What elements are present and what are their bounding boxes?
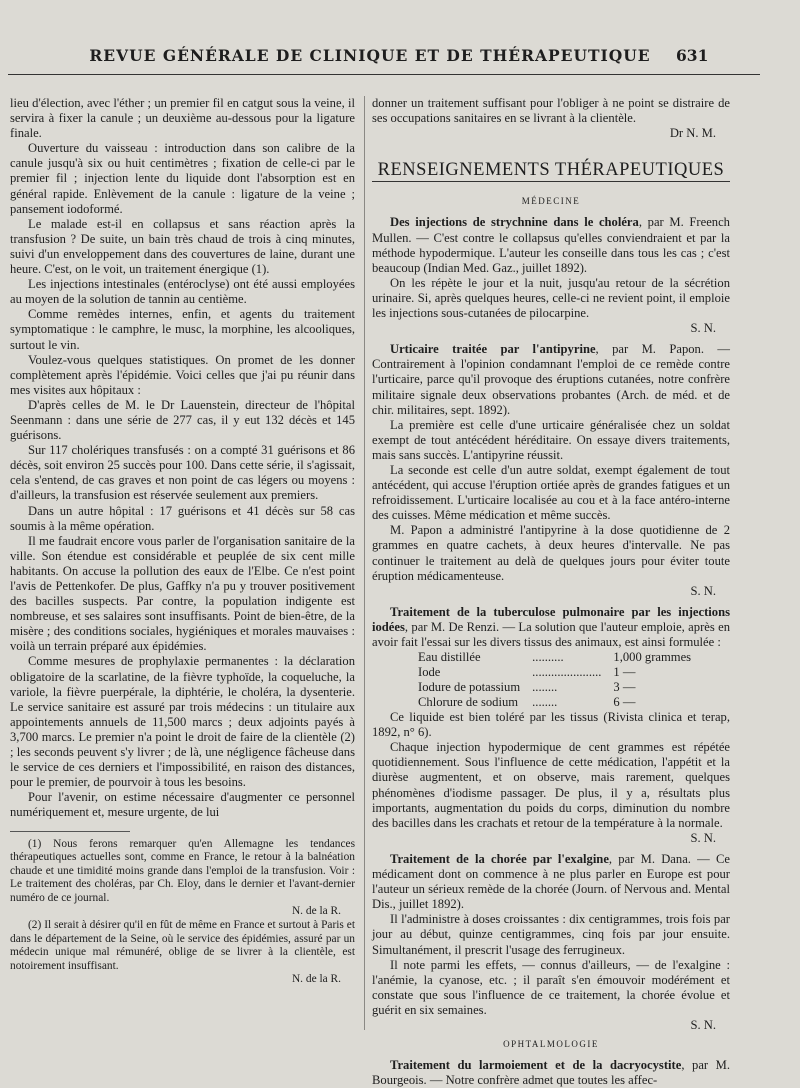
article-title: Traitement de la tuberculose pulmonaire par les injections iodées	[372, 604, 730, 634]
formula-row	[412, 665, 697, 680]
paragraph: Le malade est-il en collapsus et sans réaction après la transfusion ? De suite, un bain très chaud de trois à cinq minutes, suivi d'un enveloppement dans des couvertures de laine, durant une heure. C'est, on le voit, un traitement énergique (1).	[10, 216, 355, 277]
subsection-heading: MÉDECINE	[521, 196, 581, 207]
paragraph: On les répète le jour et la nuit, jusqu'au retour de la sécrétion urinaire. Si, après quelques heures, celle-ci ne revient point, il emploie les injections sous-cutanées de pilocarpine.	[372, 275, 730, 321]
formula-dots: ..........	[532, 650, 564, 665]
footnote: (1) Nous ferons remarquer qu'en Allemagne les tendances thérapeutiques actuelles sont, comme en France, le retour à la balnéation chaude et une timidité moins grande dans l'emploi de la transfusion. Voir : Le traitement des choléras, par Ch. Eloy, dans le dernier et l'avant-dernier numéro de ce journal.	[10, 837, 355, 904]
paragraph: lieu d'élection, avec l'éther ; un premier fil en catgut sous la veine, il servira à fixer la canule ; un deuxième au-dessous pour la ligature finale.	[10, 96, 355, 141]
formula-dots: ........	[532, 695, 558, 710]
article-text: , par M. Bourgeois. — Notre confrère admet que toutes les affec-	[372, 1058, 730, 1088]
section-title: RENSEIGNEMENTS THÉRAPEUTIQUES	[372, 163, 730, 182]
article-title: Traitement du larmoiement et de la dacryocystite	[390, 1058, 682, 1073]
left-column	[10, 96, 355, 987]
paragraph: Ouverture du vaisseau : introduction dans son calibre de la canule jusqu'à six ou huit centimètres ; fixation de celle-ci par le premier fil ; injection lente du liquide dont l'absorption est en général rapide. Enlèvement de la canule : ligature de la veine ; pansement iodoformé.	[10, 141, 355, 216]
signature: S. N.	[690, 1017, 716, 1032]
paragraph: La première est celle d'une urticaire généralisée chez un soldat exempt de tout antécédent héréditaire. On essaye divers traitements, mais sans succès. L'antipyrine réussit.	[372, 417, 730, 462]
page-number: 631	[676, 46, 709, 65]
paragraph: Pour l'avenir, on estime nécessaire d'augmenter ce personnel numériquement et, mesure urgente, de lui	[10, 790, 355, 820]
paragraph: La seconde est celle d'un autre soldat, exempt également de tout antécédent, qui accuse l'éruption ortiée après de grandes fatigues et un refroidissement. L'urticaire localisée au cou et à la face antéro-interne des cuisses. Même médication et même succès.	[372, 462, 730, 523]
article	[372, 852, 730, 1033]
paragraph: Il l'administre à doses croissantes : dix centigrammes, trois fois par jour au début, quinze centigrammes, cinq fois par jour ensuite. Simultanément, il prescrit l'usage des ferrugineux.	[372, 912, 730, 957]
paragraph: Voulez-vous quelques statistiques. On promet de les donner complètement après l'épidémie. Voici celles que j'ai pu réunir dans mes visites aux hôpitaux :	[10, 352, 355, 397]
article	[372, 342, 730, 599]
paragraph: donner un traitement suffisant pour l'obliger à ne point se distraire de ses occupations sanitaires en se livrant à la clientèle.	[372, 96, 730, 126]
subsection-heading: OPHTALMOLOGIE	[503, 1039, 599, 1050]
article-text: , par M. Dana. — Ce médicament dont on commence à ne plus parler en Europe est pour l'auteur un sérieux remède de la chorée (Journ. of Nervous and. Mental Dis., juillet 1892).	[372, 851, 730, 912]
formula-quantity: 1,000 grammes	[613, 650, 692, 665]
article-text: , par M. Freench Mullen. — C'est contre le collapsus qu'elles conviendraient et par la méthode hypodermique. L'auteur les conseille dans tous les cas ; c'est beaucoup (Indian Med. Gaz., juillet 1892).	[372, 215, 730, 275]
formula-dots: ........	[532, 680, 558, 695]
formula-ingredient: Iode	[418, 665, 441, 680]
article-text: , par M. De Renzi. — La solution que l'auteur emploie, après en avoir fait l'essai sur les divers tissus des animaux, est ainsi formulée :	[372, 619, 730, 649]
paragraph: D'après celles de M. le Dr Lauenstein, directeur de l'hôpital Seenmann : dans une série de 277 cas, il y eut 132 décès et 145 guérisons.	[10, 397, 355, 443]
formula-ingredient: Iodure de potassium	[418, 680, 521, 695]
formula-ingredient: Eau distillée	[418, 650, 481, 665]
signature: S. N.	[690, 830, 716, 845]
formula-quantity: 1 —	[613, 665, 636, 680]
footnote-rule	[10, 831, 130, 832]
footnote: (2) Il serait à désirer qu'il en fût de même en France et surtout à Paris et dans le département de la Seine, où le service des épidémies, assuré par un médecin unique mal rémunéré, oblige de se livrer à la clientèle, est notoirement insuffisant.	[10, 919, 355, 972]
column-divider	[364, 96, 365, 1030]
footnote-signature: N. de la R.	[291, 905, 341, 918]
article	[372, 1058, 730, 1088]
paragraph: Ce liquide est bien toléré par les tissus (Rivista clinica et terap, 1892, n° 6).	[372, 710, 730, 740]
formula-dots: ......................	[532, 665, 602, 680]
formula-ingredient: Chlorure de sodium	[418, 695, 519, 710]
paragraph: Comme remèdes internes, enfin, et agents du traitement symptomatique : le camphre, le musc, la morphine, les alcooliques, surtout le vin.	[10, 307, 355, 352]
formula-row	[412, 650, 697, 665]
article-text: , par M. Papon. — Contrairement à l'opinion condamnant l'emploi de ce remède contre l'urticaire, parce qu'il provoque des éruptions cutanées, notre confrère militaire signale deux observations probantes (Arch. de méd. et de chir. militaires, sept. 1892).	[372, 342, 730, 417]
running-title: REVUE GÉNÉRALE DE CLINIQUE ET DE THÉRAPEUTIQUE	[89, 46, 651, 65]
paragraph: Dans un autre hôpital : 17 guérisons et 41 décès sur 58 cas soumis à la même opération.	[10, 503, 355, 533]
signature: Dr N. M.	[669, 126, 716, 141]
paragraph: Comme mesures de prophylaxie permanentes : la déclaration obligatoire de la scarlatine, de la fièvre typhoïde, la coqueluche, la variole, la fièvre puerpérale, la diphtérie, le choléra, la dysenterie. Le service sanitaire est assuré par trois médecins : un titulaire aux appointements annuels de 11,500 marcs ; deux adjoints payés à 3,700 marcs. Le premier n'a point le droit de faire de la clientèle (2) ; les seconds peuvent s'y livrer ; de là, une négligence fâcheuse dans le service de ces derniers et l'impossibilité, en raison des distances, pour le premier, de pourvoir à tous les besoins.	[10, 654, 355, 790]
article-title: Urticaire traitée par l'antipyrine	[390, 342, 596, 357]
article	[372, 215, 730, 336]
paragraph: Il me faudrait encore vous parler de l'organisation sanitaire de la ville. Son étendue est considérable et peuplée de six cent mille habitants. On accuse la pollution des eaux de l'Elbe. Ce n'est point l'avis de Pettenkofer. De plus, Gaffky n'a pu y trouver positivement des bacilles suspects. Par contre, la population indigente est nombreuse, et ses salaires sont insuffisants. Point de bien-être, de la misère ; des conditions sociales, hygiéniques et morales mauvaises : voilà un terrain préparé aux épidémies.	[10, 533, 355, 654]
article-title: Des injections de strychnine dans le choléra	[390, 215, 639, 230]
formula-table	[412, 650, 697, 710]
paragraph: Il note parmi les effets, — connus d'ailleurs, — de l'exalgine : l'anémie, la cyanose, etc. ; il paraît s'en émouvoir modérément et constate que sous l'influence de ce traitement, la chorée évolue et guérit en six semaines.	[372, 957, 730, 1017]
paragraph: Sur 117 cholériques transfusés : on a compté 31 guérisons et 86 décès, soit environ 25 succès pour 100. Dans cette série, il s'agissait, cela s'entend, de cas graves et non point de cas légers ou moyens : d'ailleurs, la transfusion est réservée seulement aux premiers.	[10, 443, 355, 503]
article	[372, 605, 730, 846]
paragraph: Chaque injection hypodermique de cent grammes est répétée quotidiennement. Sous l'influence de cette médication, l'appétit et la diurèse augmentent, et on observe, mais rarement, quelques phénomènes d'iodisme passager. De plus, il y a, résultats plus importants, augmentation du poids du corps, diminution du nombre des bacilles dans les crachats et retour de la température à la normale.	[372, 740, 730, 830]
signature: S. N.	[690, 583, 716, 598]
paragraph: M. Papon a administré l'antipyrine à la dose quotidienne de 2 grammes en quatre cachets, à deux heures d'intervalle. Ne pas continuer le traitement au delà de quelques jours pour éviter toute éruption médicamenteuse.	[372, 523, 730, 583]
formula-row	[412, 695, 697, 710]
header-rule	[8, 74, 760, 75]
paragraph: Les injections intestinales (entéroclyse) ont été aussi employées au moyen de la solution de tannin au centième.	[10, 277, 355, 307]
formula-quantity: 3 —	[613, 680, 636, 695]
formula-quantity: 6 —	[613, 695, 636, 710]
signature: S. N.	[690, 321, 716, 336]
article-title: Traitement de la chorée par l'exalgine	[390, 851, 609, 866]
page-header	[0, 38, 800, 78]
right-column	[372, 96, 730, 1088]
footnote-signature: N. de la R.	[291, 973, 341, 986]
formula-row	[412, 680, 697, 695]
